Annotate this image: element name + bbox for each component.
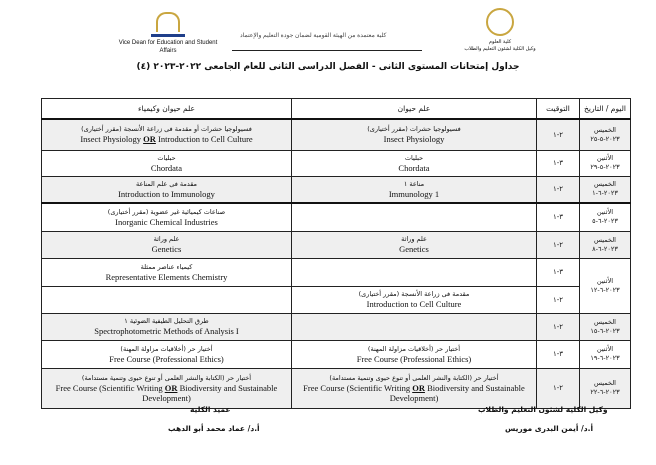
time-cell: ٢-١	[537, 231, 580, 258]
date-cell: الخميس ٢٠٢٣-٦-١٥	[580, 313, 631, 340]
zoology-cell-empty	[292, 313, 537, 340]
zoology-cell: فسيولوجيا حشرات (مقرر أختيارى) Insect Physiology	[292, 119, 537, 150]
zoology-cell: أختيار حر (أخلاقيات مزاولة المهنة) Free Course (Professional Ethics)	[292, 340, 537, 368]
vice-dean-caption: Vice Dean for Education and Student Affairs	[118, 40, 218, 54]
zoo-chem-cell: حبليات Chordata	[42, 150, 292, 176]
table-row	[42, 368, 631, 408]
zoo-chem-cell: مقدمة فى علم المناعة Introduction to Immunology	[42, 176, 292, 203]
faculty-name: كلية العلوم	[488, 39, 512, 45]
zoology-cell: مناعة ١ Immunology 1	[292, 176, 537, 203]
time-cell: ٢-١	[537, 119, 580, 150]
time-cell: ٢-١	[537, 368, 580, 408]
header-zoo-chem: علم حيوان وكيمياء	[42, 99, 292, 120]
dean-title: عميد الكلية	[190, 405, 231, 414]
date-cell: الخميس ٢٠٢٣-٦-١	[580, 176, 631, 203]
zoology-cell: مقدمة فى زراعة الأنسجة (مقرر أختيارى) Introduction to Cell Culture	[292, 286, 537, 313]
date-cell: الأثنين ٢٠٢٣-٥-٢٩	[580, 150, 631, 176]
zoology-cell-empty	[292, 203, 537, 231]
zoo-chem-cell: كيمياء عناصر ممثلة Representative Elements Chemistry	[42, 258, 292, 286]
divider	[232, 50, 422, 51]
dean-name: أ.د/ عماد محمد أبو الدهب	[168, 424, 260, 433]
date-cell: الأثنين ٢٠٢٣-٦-١٩	[580, 340, 631, 368]
zoo-chem-cell: علم وراثة Genetics	[42, 231, 292, 258]
table-row	[42, 203, 631, 231]
date-cell: الخميس ٢٠٢٣-٥-٢٥	[580, 119, 631, 150]
time-cell: ٣-١	[537, 258, 580, 286]
zoo-chem-cell: صناعات كيميائية غير عضوية (مقرر أختيارى) Inorganic Chemical Industries	[42, 203, 292, 231]
university-emblem-icon	[156, 12, 180, 32]
date-cell: الخميس ٢٠٢٣-٦-٢٢	[580, 368, 631, 408]
faculty-logo	[460, 8, 540, 53]
header-date: اليوم / التاريخ	[580, 99, 631, 120]
date-cell: الأثنين ٢٠٢٣-٦-١٢	[580, 258, 631, 313]
page-title: جداول إمتحانات المستوى الثانى - الفصل الدراسى الثانى للعام الجامعى ٢٠٢٢-٢٠٢٣ (٤)	[136, 62, 520, 72]
vice-dean-title: وكيل الكلية لشئون التعليم والطلاب	[478, 405, 608, 414]
time-cell: ٣-١	[537, 340, 580, 368]
time-cell: ٢-١	[537, 286, 580, 313]
date-cell: الخميس ٢٠٢٣-٦-٨	[580, 231, 631, 258]
zoology-cell-empty	[292, 258, 537, 286]
date-cell: الأثنين ٢٠٢٣-٦-٥	[580, 203, 631, 231]
time-cell: ٣-١	[537, 150, 580, 176]
table-row	[42, 258, 631, 286]
table-row	[42, 176, 631, 203]
zoo-chem-cell: فسيولوجيا حشرات أو مقدمة فى زراعة الأنسجة (مقرر أختيارى) Insect Physiology OR Introduction to Cell Culture	[42, 119, 292, 150]
zoo-chem-cell-empty	[42, 286, 292, 313]
table-row	[42, 340, 631, 368]
header-zoology: علم حيوان	[292, 99, 537, 120]
table-row	[42, 119, 631, 150]
time-cell: ٢-١	[537, 313, 580, 340]
zoology-cell: علم وراثة Genetics	[292, 231, 537, 258]
zoo-chem-cell: طرق التحليل الطيفية الضوئية ١ Spectrophotometric Methods of Analysis I	[42, 313, 292, 340]
university-logo	[118, 12, 218, 55]
zoology-cell: حبليات Chordata	[292, 150, 537, 176]
zoo-chem-cell: أختيار حر (أخلاقيات مزاولة المهنة) Free Course (Professional Ethics)	[42, 340, 292, 368]
table-row	[42, 286, 631, 313]
header-time: التوقيت	[537, 99, 580, 120]
zoo-chem-cell: أختيار حر (الكتابة والنشر العلمى أو تنوع حيوى وتنمية مستدامة) Free Course (Scientific Writing OR Biodiversity and Sustainable Development)	[42, 368, 292, 408]
table-row	[42, 150, 631, 176]
time-cell: ٢-١	[537, 176, 580, 203]
exam-schedule-table	[41, 98, 631, 409]
table-row	[42, 313, 631, 340]
table-row	[42, 231, 631, 258]
faculty-emblem-icon	[486, 8, 514, 36]
vice-dean-name: أ.د/ أيمن البدرى موريس	[505, 424, 594, 433]
zoology-cell: أختيار حر (الكتابة والنشر العلمى أو تنوع حيوى وتنمية مستدامة) Free Course (Scientific Writing OR Biodiversity and Sustainable Development)	[292, 368, 537, 408]
faculty-vice-dean: وكيل الكلية لشئون التعليم والطلاب	[464, 46, 536, 52]
time-cell: ٣-١	[537, 203, 580, 231]
accreditation-text: كلية معتمدة من الهيئة القومية لضمان جودة التعليم والإعتماد	[240, 33, 387, 39]
